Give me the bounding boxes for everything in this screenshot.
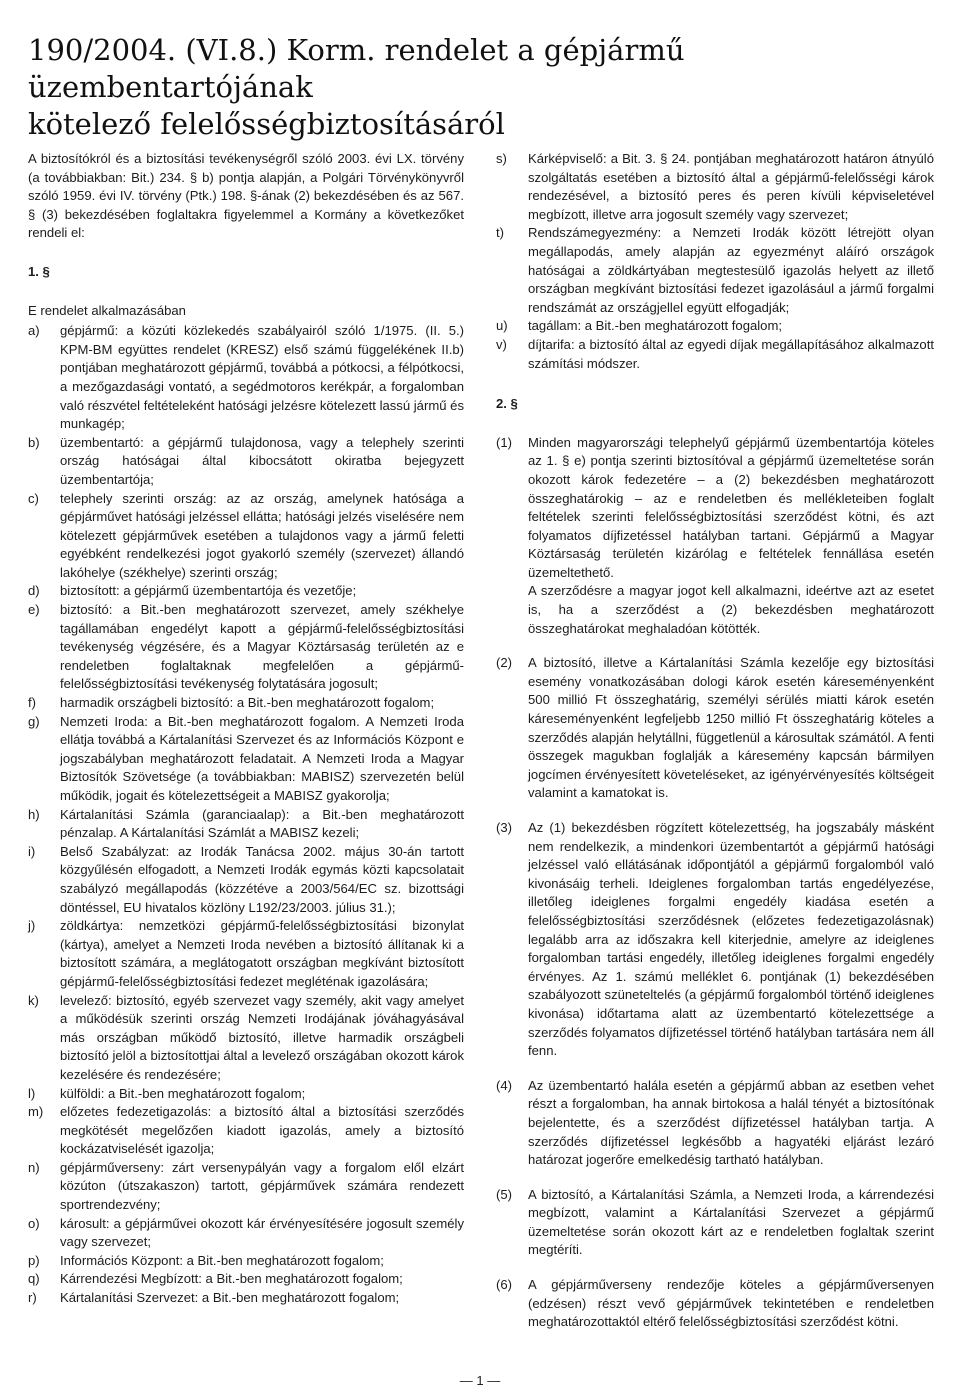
item-text: külföldi: a Bit.-ben meghatározott fogalom; — [60, 1085, 306, 1101]
page-number: — 1 — — [459, 1373, 501, 1388]
item-label: a) — [28, 323, 40, 339]
item-text: Rendszámegyezmény: a Nemzeti Irodák között létrejött olyan megállapodás, amely alapján az egyezményt aláíró országok hatóságai a zöldkártyában megtestesülő igazolás helyett az illető országban megkívánt biztosítási fedezet igazolásául a jármű forgalmi rendszámát az országjellel együtt elfogadják; — [528, 225, 934, 315]
section-2-heading: 2. § — [496, 396, 518, 412]
definition-item — [496, 317, 934, 336]
numbered-paragraph — [496, 1186, 934, 1260]
item-text: Információs Központ: a Bit.-ben meghatározott fogalom; — [60, 1252, 384, 1268]
definition-item — [28, 713, 464, 806]
item-text: levelező: biztosító, egyéb szervezet vagy személy, akit vagy amelyet a működésük szerinti ország Nemzeti Irodájának jóváhagyásával más országban működő biztosító, illetve harmadik országbeli biztosító jelöl a biztosítottjai által a levelező országában okozott károk kezelésére és rendezésére; — [60, 992, 464, 1082]
item-text: telephely szerinti ország: az az ország, amelynek hatósága a gépjárművet hatósági jelzéssel ellátta; hatósági jelzés viselésére nem kötelezett gépjárművek esetében a tulajdonos vagy a jármű feletti egyébként rendelkezési jogot gyakorló személy (szervezet) állandó lakóhelye (székhelye) szerinti ország; — [60, 490, 464, 580]
paragraph-text: Az üzembentartó halála esetén a gépjármű abban az esetben vehet részt a forgalomban, ha annak birtokosa a halál tényét a biztosítónak bejelentette, és a szerződést díjfizetéssel hatályban tartja. A szerződés díjfizetéssel legkésőbb a hagyatéki eljárást lezáró határozat jogerőre emelkedésig tartható hatályban. — [528, 1077, 934, 1168]
item-text: biztosító: a Bit.-ben meghatározott szervezet, amely székhelye tagállamában engedélyt kapott a gépjármű-felelősségbiztosítási tevékenység végzésére, és a Magyar Köztársaság területén az e rendeletben foglaltaknak megfelelően a gépjármű-felelősségbiztosítási tevékenység folytatására jogosult; — [60, 602, 464, 692]
definition-item — [28, 322, 464, 434]
definition-item — [28, 1103, 464, 1159]
item-label: f) — [28, 695, 36, 711]
item-label: n) — [28, 1159, 40, 1175]
item-text: előzetes fedezetigazolás: a biztosító által a biztosítási szerződés megkötését megelőzően kiadott igazolás, amely a biztosító kockázatviselését igazolja; — [60, 1104, 464, 1157]
item-label: c) — [28, 490, 39, 506]
item-label: g) — [28, 713, 40, 729]
item-text: biztosított: a gépjármű üzembentartója és vezetője; — [60, 583, 357, 599]
item-text: Kártalanítási Számla (garanciaalap): a Bit.-ben meghatározott pénzalap. A Kártalanítási Számlát a MABISZ kezeli; — [60, 806, 464, 841]
item-label: k) — [28, 992, 39, 1008]
item-text: Kárképviselő: a Bit. 3. § 24. pontjában meghatározott határon átnyúló szolgáltatás esetében a biztosító által a gépjármű-felelősségi károk rendezésével, a biztosító peres és peren kívüli képviseletével megbízott, illetve arra jogosult személy vagy szervezet; — [528, 151, 934, 222]
section-1-lead: E rendelet alkalmazásában — [28, 302, 186, 318]
paragraph-number: (2) — [496, 655, 513, 671]
item-label: i) — [28, 843, 36, 859]
definition-item — [28, 434, 464, 490]
paragraph-text: A gépjárműverseny rendezője köteles a gépjárműversenyen (edzésen) részt vevő gépjárművek tekintetében e rendeletben meghatározottaktól eltérő felelősségbiztosítási szerződést kötni. — [528, 1277, 934, 1330]
item-label: u) — [496, 318, 508, 334]
paragraph-body — [528, 1077, 934, 1170]
item-label: j) — [28, 918, 36, 934]
numbered-paragraph — [496, 819, 934, 1061]
definition-list — [28, 322, 464, 1307]
item-label: p) — [28, 1252, 40, 1268]
item-text: Kártalanítási Szervezet: a Bit.-ben meghatározott fogalom; — [60, 1290, 400, 1306]
item-text: harmadik országbeli biztosító: a Bit.-ben meghatározott fogalom; — [60, 695, 435, 711]
definition-item — [28, 694, 464, 713]
definition-item — [496, 336, 934, 373]
definition-item — [28, 917, 464, 991]
item-text: díjtarifa: a biztosító által az egyedi díjak megállapításához alkalmazott számítási módszer. — [528, 336, 934, 371]
paragraph-text: Az (1) bekezdésben rögzített kötelezettség, ha jogszabály másként nem rendelkezik, a mindenkori üzembentartót a gépjármű hatósági jelzéssel való ellátásának időpontjától a gépjármű forgalomból való kivonásáig terheli. Ideiglenes forgalomban tartás engedélyezése, illetőleg ideiglenes forgalmi engedély kiadása esetén a felelősségbiztosítási szerződésnek (előzetes fedezetigazolásnak) legalább arra az időszakra kell kiterjednie, amelyre az ideiglenes forgalomban tartási engedély, illetőleg ideiglenes forgalmi engedély érvényes. Az 1. számú melléklet 6. pontjának (1) bekezdésében szabályozott szüneteltelés (a gépjármű forgalomból történő ideiglenes kivonása) időtartama alatt az üzembentartó kötelezettsége a szerződés folyamatos díjfizetéssel történő hatályban tartására nem áll fenn. — [528, 820, 934, 1059]
paragraph-body — [528, 654, 934, 803]
numbered-paragraph — [496, 434, 934, 639]
definition-item — [28, 490, 464, 583]
item-text: Kárrendezési Megbízott: a Bit.-ben meghatározott fogalom; — [60, 1271, 403, 1287]
item-label: b) — [28, 434, 40, 450]
definition-item — [28, 582, 464, 601]
item-text: gépjármű: a közúti közlekedés szabályairól szóló 1/1975. (II. 5.) KPM-BM együttes rendelet (KRESZ) első számú függelékének II.b) pontjában meghatározott gépjármű, továbbá a pótkocsi, a félpótkocsi, a mezőgazdasági vontató, a segédmotoros kerékpár, a forgalomban való részvétel feltételeként hatósági jelzésre kötelezett lassú jármű és munkagép; — [60, 323, 464, 432]
paragraph-text: A szerződésre a magyar jogot kell alkalmazni, ideértve azt az esetet is, ha a szerződést a (2) bekezdésben meghatározott összeghatárokat meghaladóan kötötték. — [528, 583, 934, 636]
paragraph-body — [528, 1276, 934, 1332]
section-1-heading: 1. § — [28, 263, 50, 279]
definition-item — [28, 1252, 464, 1271]
item-label: t) — [496, 225, 504, 241]
paragraph-text: A biztosító, a Kártalanítási Számla, a Nemzeti Iroda, a kárrendezési megbízott, valamint a Kártalanítási Szervezet a gépjármű üzemeltetése során okozott kárt az e rendeletben foglaltak szerint megtéríti. — [528, 1186, 934, 1258]
document-title: 190/2004. (VI.8.) Korm. rendelet a gépjármű üzembentartójának kötelező felelősségbiztosításáról — [28, 33, 685, 141]
paragraph-body — [528, 819, 934, 1061]
item-label: s) — [496, 151, 507, 166]
paragraph-text: Minden magyarországi telephelyű gépjármű üzembentartója köteles az 1. § e) pontja szerinti biztosítóval a gépjármű üzemeltetése során okozott károk fedezetére – a (2) bekezdésben meghatározott összeghatárokig – az e rendeletben és mellékleteiben foglalt feltételek szerinti felelősségbiztosítási szerződést kötni, és azt folyamatos díjfizetéssel hatályban tartani. Gépjármű a Magyar Köztársaság területén kizárólag e feltételek fennállása esetén üzemeltethető. — [528, 434, 934, 580]
paragraph-number: (5) — [496, 1186, 513, 1202]
item-label: o) — [28, 1215, 40, 1231]
definition-item — [496, 150, 934, 224]
numbered-paragraph — [496, 654, 934, 803]
item-text: üzembentartó: a gépjármű tulajdonosa, vagy a telephely szerinti ország hatóságai által kibocsátott okiratba bejegyzett üzembentartója; — [60, 434, 464, 487]
paragraph-text: A biztosító, illetve a Kártalanítási Számla kezelője egy biztosítási esemény vonatkozásában dologi károk esetén káreseményenként 500 millió Ft összeghatárig, személyi sérülés miatti károk esetén káreseményenként legfeljebb 1250 millió Ft összeghatárig köteles a szerződés alapján helytállni, függetlenül a károsultak számától. A fenti összegek magukban foglalják a káresemény kapcsán bármilyen jogcímen érvényesített követeléseket, az igényérvényesítés költségeit valamint a kamatokat is. — [528, 655, 934, 801]
paragraph-body — [528, 1186, 934, 1260]
item-label: h) — [28, 806, 40, 822]
section-2-paragraphs — [496, 434, 934, 1332]
preamble: A biztosítókról és a biztosítási tevékenységről szóló 2003. évi LX. törvény (a továbbiakban: Bit.) 234. § b) pontja alapján, a Polgári Törvénykönyvről szóló 1959. évi IV. törvény (Ptk.) 198. §-ának (2) bekezdésében és az 567. § (3) bekezdésében foglaltakra figyelemmel a Kormány a következőket rendeli el: — [28, 151, 464, 241]
definition-item — [28, 806, 464, 843]
paragraph-number: (3) — [496, 820, 513, 835]
definition-item — [28, 1215, 464, 1252]
item-label: l) — [28, 1085, 36, 1101]
item-text: tagállam: a Bit.-ben meghatározott fogalom; — [528, 318, 783, 334]
item-text: zöldkártya: nemzetközi gépjármű-felelősségbiztosítási bizonylat (kártya), amelyet a Nemzeti Iroda nevében a biztosító állítanak ki a biztosított számára, a meglátogatott országban megkívánt biztosított gépjármű-felelősségbiztosítási fedezet megléténak igazolására; — [60, 918, 464, 989]
left-column — [28, 150, 464, 1308]
item-label: r) — [28, 1290, 37, 1306]
item-label: d) — [28, 583, 40, 599]
definition-item — [28, 1159, 464, 1215]
paragraph-body — [528, 434, 934, 639]
item-label: m) — [28, 1104, 44, 1120]
item-text: Belső Szabályzat: az Irodák Tanácsa 2002. május 30-án tartott közgyűlésén elfogadott, a Nemzeti Irodák egymás közti kapcsolatait szabályzó megállapodás (közzétéve a 2003/564/EC sz. bizottsági döntéssel, EU hivatalos közlöny L192/23/2003. július 31.); — [60, 843, 464, 915]
definition-item — [28, 1085, 464, 1104]
definition-item — [28, 843, 464, 917]
definition-item — [28, 1270, 464, 1289]
item-label: e) — [28, 602, 40, 618]
definition-list-continued — [496, 150, 934, 373]
item-text: Nemzeti Iroda: a Bit.-ben meghatározott fogalom. A Nemzeti Iroda ellátja továbbá a Kártalanítási Szervezet és az Információs Központ e jogszabályban meghatározott feladatait. A Nemzeti Iroda a Magyar Biztosítók Szövetsége (a továbbiakban: MABISZ) szervezetén belül működik, jogait és kötelezettségeit a MABISZ gyakorolja; — [60, 713, 464, 803]
item-text: károsult: a gépjárművei okozott kár érvényesítésére jogosult személy vagy szervezet; — [60, 1215, 464, 1250]
paragraph-number: (6) — [496, 1277, 513, 1293]
item-label: v) — [496, 336, 507, 352]
paragraph-number: (4) — [496, 1077, 513, 1093]
numbered-paragraph — [496, 1077, 934, 1170]
definition-item — [28, 601, 464, 694]
definition-item — [28, 1289, 464, 1308]
item-label: q) — [28, 1271, 40, 1287]
definition-item — [28, 992, 464, 1085]
definition-item — [496, 224, 934, 317]
right-column — [496, 150, 934, 1348]
item-text: gépjárműverseny: zárt versenypályán vagy a forgalom elől elzárt közúton (útszakaszon) tartott, gépjárművek számára rendezett sportrendezvény; — [60, 1159, 464, 1213]
numbered-paragraph — [496, 1276, 934, 1332]
paragraph-number: (1) — [496, 434, 513, 450]
